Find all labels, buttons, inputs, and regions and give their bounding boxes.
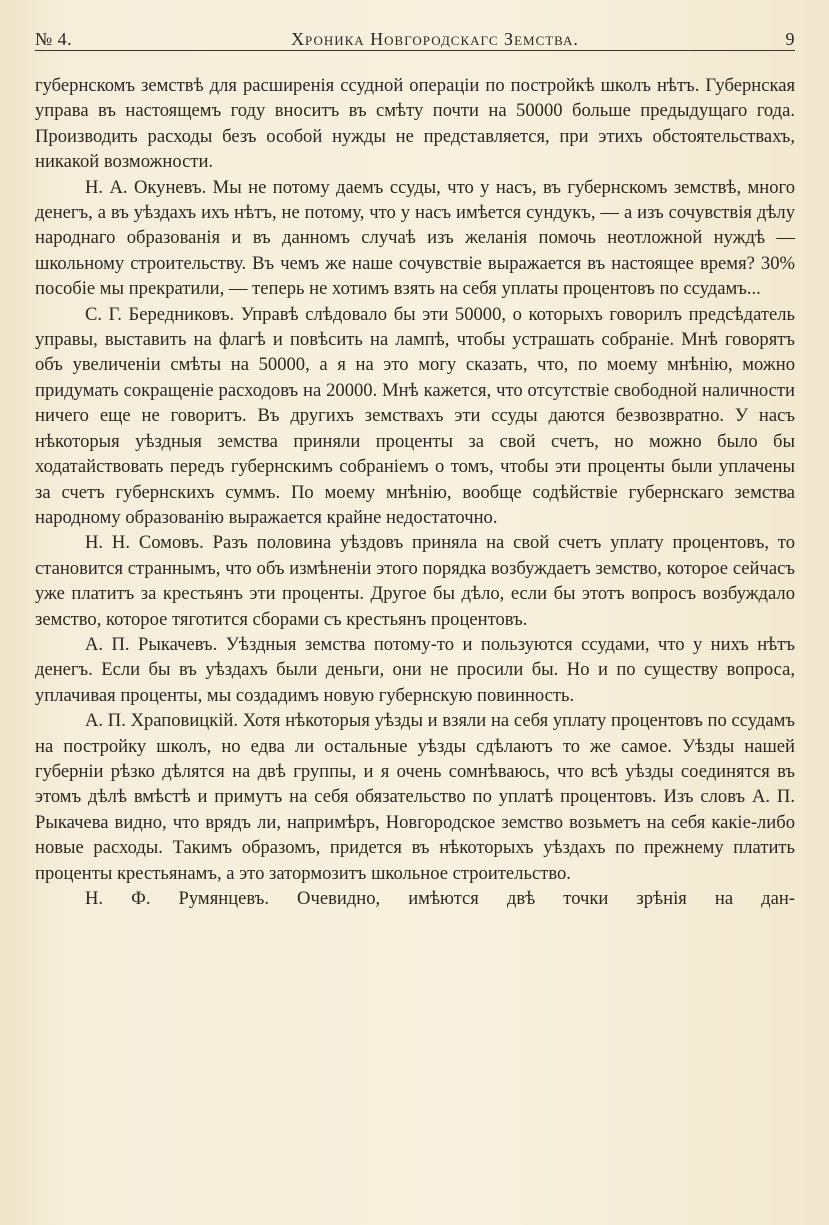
issue-number: № 4. [35,29,73,49]
paragraph-okunev: Н. А. Окуневъ. Мы не потому даемъ ссуды, что у насъ, въ губернскомъ земствѣ, много денегъ, а въ уѣздахъ ихъ нѣтъ, не потому, что у насъ имѣется сундукъ, — а изъ сочувствія дѣлу народнаго образованія и въ данномъ случаѣ изъ желанія помочь неотложной нуждѣ — школьному строительству. Въ чемъ же наше сочувствіе выражается въ настоящее время? 30% пособіе мы прекратили, — теперь не хотимъ взять на себя уплаты процентовъ по ссудамъ... [35,176,795,300]
paragraph-rykachev: А. П. Рыкачевъ. Уѣздныя земства потому-то и пользуются ссудами, что у нихъ нѣтъ денегъ. Если бы въ уѣздахъ были деньги, они не просили бы. Но и по существу вопроса, уплачивая проценты, мы создадимъ новую губернскую повинность. [35,633,795,706]
paragraph-continuation: губернскомъ земствѣ для расширенія ссудной операціи по постройкѣ школъ нѣтъ. Губернская управа въ настоящемъ году вноситъ въ смѣту почти на 50000 больше предыдущаго года. Производить расходы безъ особой нужды не представляется, при этихъ обстоятельствахъ, никакой возможности. [35,75,795,173]
running-header [35,18,795,50]
header-rule [35,50,795,51]
body-text [35,73,795,911]
paragraph-rumyantsev: Н. Ф. Румянцевъ. Очевидно, имѣются двѣ точки зрѣнія на дан- [85,888,795,909]
page-number: 9 [785,29,795,49]
paragraph-khrapovitsky: А. П. Храповицкій. Хотя нѣкоторыя уѣзды и взяли на себя уплату процентовъ по ссудамъ на постройку школъ, но едва ли остальные уѣзды сдѣлаютъ то же самое. Уѣзды нашей губерніи рѣзко дѣлятся на двѣ группы, и я очень сомнѣваюсь, что всѣ уѣзды соединятся въ этомъ дѣлѣ вмѣстѣ и примутъ на себя обязательство по уплатѣ процентовъ. Изъ словъ А. П. Рыкачева видно, что врядъ ли, напримѣръ, Новгородское земство возьметъ на себя какіе-либо новые расходы. Такимъ образомъ, придется въ нѣкоторыхъ уѣздахъ по прежнему платить проценты крестьянамъ, а это затормозитъ школьное строительство. [35,710,795,884]
paragraph-berednikov: С. Г. Бередниковъ. Управѣ слѣдовало бы эти 50000, о которыхъ говорилъ предсѣдатель управы, выставить на флагѣ и повѣсить на лампѣ, чтобы устрашать собраніе. Мнѣ говорятъ объ увеличеніи смѣты на 50000, а я на это могу сказать, что, по моему мнѣнію, можно придумать сокращеніе расходовъ на 20000. Мнѣ кажется, что отсутствіе свободной наличности ничего еще не говоритъ. Въ другихъ земствахъ эти ссуды даются безвозвратно. У насъ нѣкоторыя уѣздныя земства приняли проценты за свой счетъ, но можно было бы ходатайствовать передъ губернскимъ собраніемъ о томъ, чтобы эти проценты были уплачены за счетъ губернскихъ суммъ. По моему мнѣнію, вообще содѣйствіе губернскаго земства народному образованію выражается крайне недостаточно. [35,303,795,528]
paragraph-somov: Н. Н. Сомовъ. Разъ половина уѣздовъ приняла на свой счетъ уплату процентовъ, то становится страннымъ, что объ измѣненіи этого порядка возбуждаетъ земство, которое сейчасъ уже платитъ за крестьянъ эти проценты. Другое бы дѣло, если бы этотъ вопросъ возбуждало земство, которое тяготится сборами съ крестьянъ процентовъ. [35,532,795,630]
running-title: Хроника Новгородскагс Земства. [291,29,579,49]
